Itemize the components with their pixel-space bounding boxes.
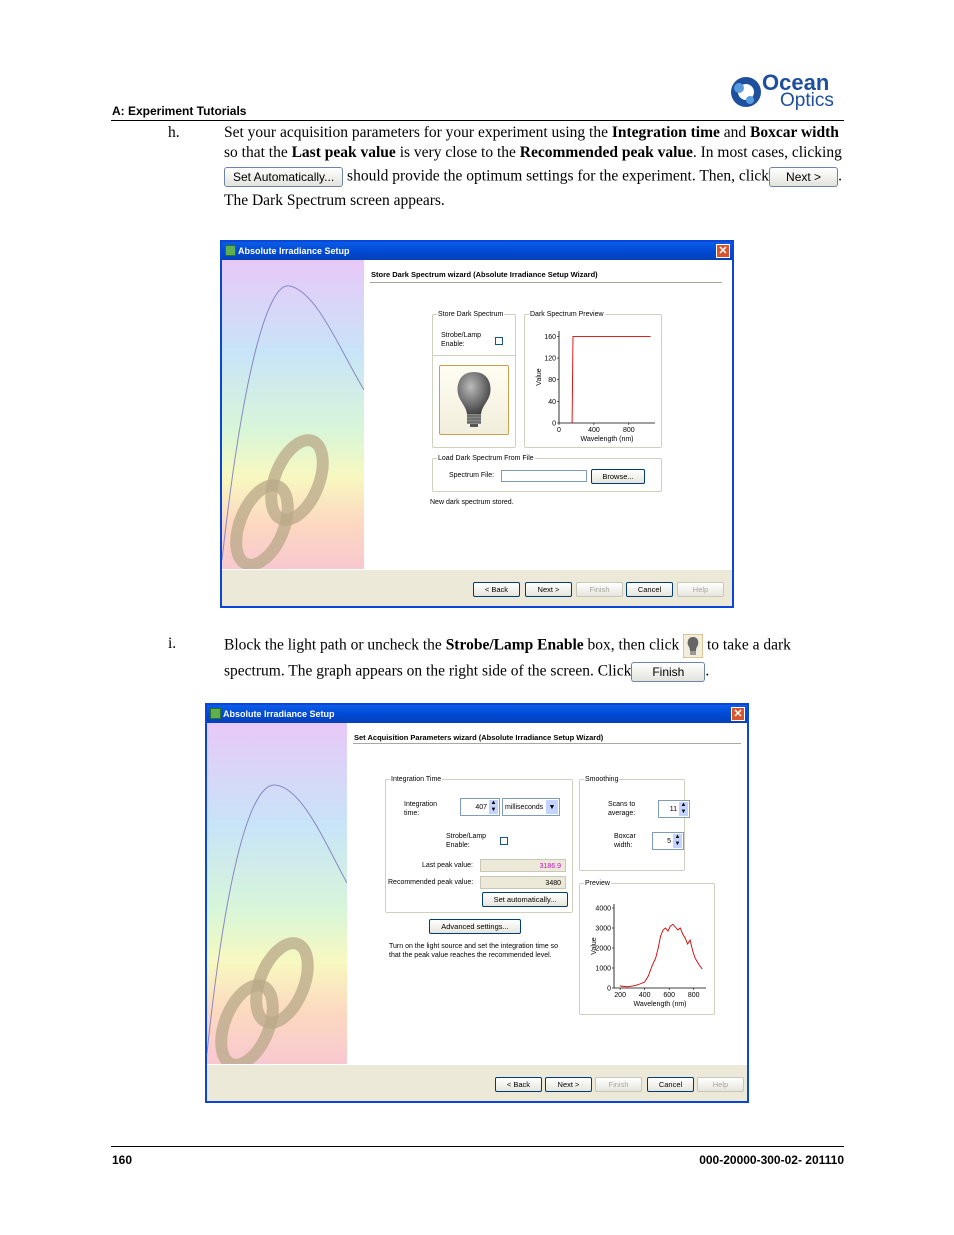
strobe-label: Strobe/Lamp Enable:: [441, 332, 482, 348]
back-button[interactable]: < Back: [495, 1077, 542, 1092]
store-dark-group: [432, 311, 516, 448]
dialog2-content: [347, 723, 747, 1065]
wizard-sidebar-art: [207, 723, 347, 1065]
light-bulb-icon: [440, 366, 508, 434]
close-icon[interactable]: ✕: [716, 244, 730, 258]
y-tick-label: 4000: [595, 905, 611, 913]
spectrum-file-input[interactable]: [501, 470, 587, 482]
dialog2-titlebar: [207, 705, 747, 723]
dialog2-title: Absolute Irradiance Setup: [223, 709, 335, 719]
y-axis-label: Value: [536, 368, 543, 386]
strobe-label: Strobe/Lamp Enable:: [446, 833, 487, 849]
recommended-peak-field: 3480: [480, 876, 566, 889]
y-axis-label: Value: [591, 937, 598, 955]
next-button[interactable]: Next >: [545, 1077, 592, 1092]
scans-to-average-label: Scans to average:: [608, 801, 636, 817]
cancel-button[interactable]: Cancel: [647, 1077, 694, 1092]
step-h-number: h.: [168, 124, 180, 141]
store-dark-button[interactable]: [439, 365, 509, 435]
smoothing-group: [579, 776, 687, 871]
browse-button[interactable]: Browse...: [591, 469, 645, 484]
next-button[interactable]: Next >: [525, 582, 572, 597]
app-icon: [210, 708, 221, 719]
logo-line2: Optics: [780, 90, 834, 111]
section-header: A: Experiment Tutorials: [112, 104, 247, 118]
smoothing-group-label: Smoothing: [585, 776, 619, 783]
dark-preview-group-label: Dark Spectrum Preview: [530, 311, 604, 318]
x-axis-label: Wavelength (nm): [580, 436, 634, 443]
document-number: 000-20000-300-02- 201110: [699, 1153, 844, 1167]
help-button[interactable]: Help: [697, 1077, 744, 1092]
y-tick-label: 120: [544, 355, 556, 363]
integration-time-spinner[interactable]: 407 ▲ ▼: [460, 798, 500, 816]
preview-group-label: Preview: [585, 880, 610, 887]
step-h-text: Set your acquisition parameters for your experiment using the Integration time and Boxcar width so that the Last peak value is very close to the Recommended peak value. In most cases, clicking Set Automatically... should provide the optimum settings for the experiment. Then, click Next > . The Dark Spectrum screen appears.: [224, 124, 842, 209]
y-tick-label: 80: [548, 377, 556, 385]
dialog2-button-bar: [207, 1064, 747, 1101]
recommended-peak-label: Recommended peak value:: [388, 879, 474, 886]
set-automatically-inline-button: Set Automatically...: [224, 167, 343, 187]
wizard-sidebar-art: [222, 260, 364, 570]
acquisition-dialog: [205, 703, 749, 1103]
boxcar-width-label: Boxcar width:: [614, 833, 636, 849]
header-rule: [111, 120, 844, 121]
x-tick-label: 0: [557, 427, 561, 434]
x-tick-label: 400: [588, 427, 600, 434]
wizard-title: Set Acquisition Parameters wizard (Absolute Irradiance Setup Wizard): [354, 733, 604, 742]
finish-button[interactable]: Finish: [576, 582, 623, 597]
y-tick-label: 160: [544, 333, 556, 341]
integration-time-label: Integration time:: [404, 801, 438, 817]
preview-spectrum-chart: [580, 888, 714, 1012]
dark-preview-group: [524, 311, 662, 448]
y-tick-label: 1000: [595, 965, 611, 973]
instructions-text: Turn on the light source and set the integration time so that the peak value reaches the recommended level.: [389, 943, 559, 959]
scans-to-average-spinner[interactable]: 11 ▲ ▼: [658, 800, 690, 818]
back-button[interactable]: < Back: [473, 582, 520, 597]
dialog1-content: [364, 260, 732, 570]
x-tick-label: 600: [663, 992, 676, 999]
step-i-text: Block the light path or uncheck the Strobe/Lamp Enable box, then click to take a dark spectrum. The graph appears on the right side of the screen. Click Finish .: [224, 634, 844, 686]
spinner-arrows-icon[interactable]: ▲ ▼: [490, 800, 497, 813]
ocean-optics-logo: [728, 72, 846, 114]
strobe-lamp-checkbox[interactable]: [500, 837, 508, 845]
light-bulb-inline-icon: [683, 634, 703, 658]
last-peak-field: 3186.9: [480, 859, 566, 872]
integration-time-group: [385, 776, 573, 913]
y-tick-label: 3000: [595, 925, 611, 933]
dialog1-title: Absolute Irradiance Setup: [238, 246, 350, 256]
page-number: 160: [112, 1153, 133, 1167]
y-tick-label: 2000: [595, 945, 611, 953]
y-tick-label: 0: [552, 420, 556, 428]
finish-inline-button: Finish: [631, 662, 705, 682]
app-icon: [225, 245, 236, 256]
y-tick-label: 40: [548, 398, 556, 406]
last-peak-label: Last peak value:: [422, 862, 473, 869]
time-unit-select[interactable]: milliseconds ▼: [502, 798, 560, 816]
footer-rule: [111, 1146, 844, 1147]
wizard-title: Store Dark Spectrum wizard (Absolute Irradiance Setup Wizard): [371, 270, 598, 279]
cancel-button[interactable]: Cancel: [626, 582, 673, 597]
wizard-title-rule: [353, 743, 741, 744]
boxcar-width-spinner[interactable]: 5 ▲ ▼: [652, 832, 684, 850]
spinner-arrows-icon[interactable]: ▲ ▼: [674, 834, 681, 847]
x-axis-label: Wavelength (nm): [633, 1001, 687, 1008]
y-tick-label: 0: [607, 985, 611, 993]
logo-line1: Ocean: [762, 70, 830, 95]
close-icon[interactable]: ✕: [731, 707, 745, 721]
dark-spectrum-dialog: [220, 240, 734, 608]
series-line: [571, 336, 650, 423]
wizard-title-rule: [370, 282, 722, 283]
load-dark-group: [432, 455, 662, 492]
advanced-settings-button[interactable]: Advanced settings...: [429, 919, 521, 934]
x-tick-label: 200: [614, 992, 626, 999]
chevron-down-icon[interactable]: ▼: [546, 800, 558, 814]
x-tick-label: 400: [638, 992, 651, 999]
dialog1-titlebar: [222, 242, 732, 260]
integration-time-group-label: Integration Time: [391, 776, 442, 783]
dark-spectrum-chart: [525, 319, 661, 445]
preview-group: [579, 880, 715, 1015]
store-dark-group-label: Store Dark Spectrum: [438, 311, 504, 318]
spectrum-file-label: Spectrum File:: [449, 472, 495, 479]
finish-button[interactable]: Finish: [595, 1077, 642, 1092]
series-line: [620, 924, 702, 987]
x-tick-label: 800: [687, 992, 700, 999]
status-text: New dark spectrum stored.: [430, 499, 514, 506]
help-button[interactable]: Help: [677, 582, 724, 597]
dialog1-button-bar: [222, 569, 732, 606]
strobe-lamp-checkbox[interactable]: [495, 337, 503, 345]
set-automatically-button[interactable]: Set automatically...: [482, 892, 568, 907]
load-dark-group-label: Load Dark Spectrum From File: [438, 455, 534, 462]
step-i-number: i.: [168, 635, 177, 652]
next-inline-button: Next >: [769, 167, 838, 187]
spinner-arrows-icon[interactable]: ▲ ▼: [680, 802, 687, 815]
x-tick-label: 800: [622, 427, 635, 434]
